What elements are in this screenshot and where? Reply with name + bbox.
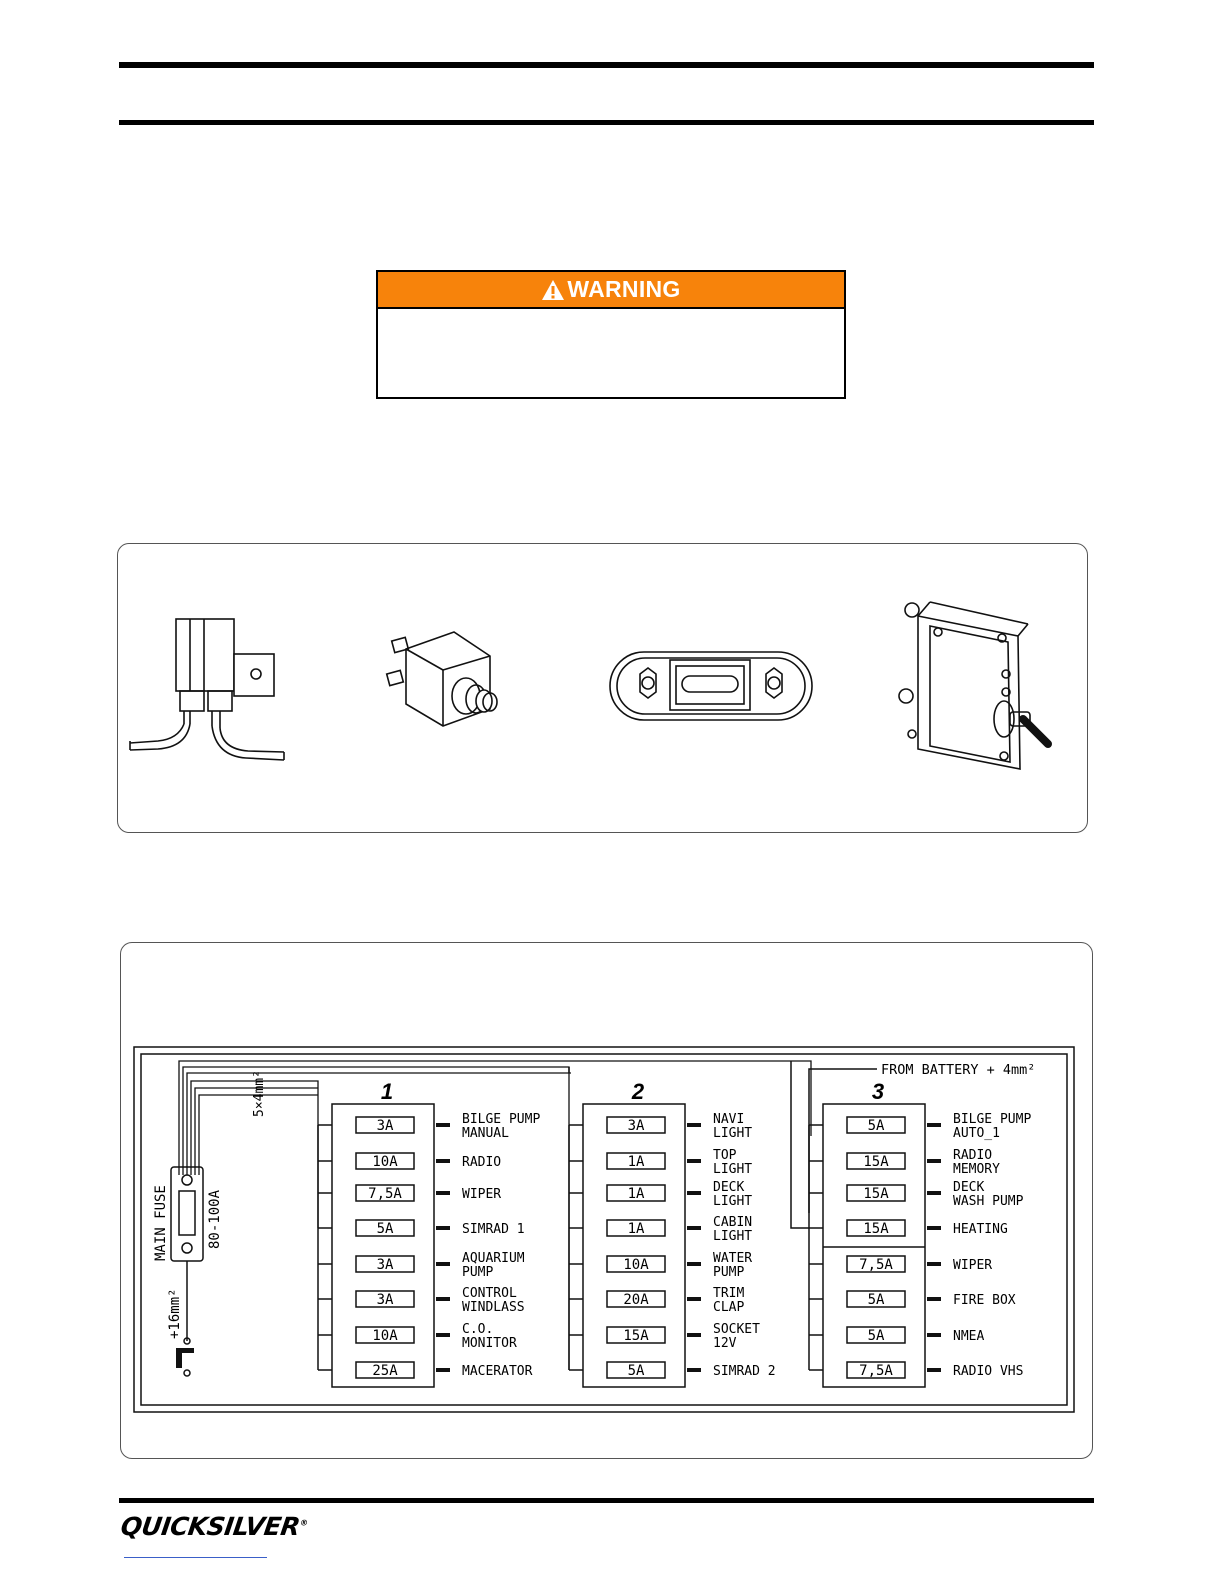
- header-rule-top: [119, 62, 1094, 68]
- fuse-output-terminal: [927, 1262, 941, 1266]
- circuit-label: HEATING: [953, 1222, 1008, 1237]
- footer-link-underline[interactable]: [124, 1557, 267, 1558]
- warning-title: WARNING: [567, 276, 681, 302]
- fuse-panel-1: [332, 1104, 434, 1387]
- fuse-output-terminal: [927, 1297, 941, 1301]
- ground-wire-label: +16mm²: [167, 1288, 183, 1339]
- ground-icon: [176, 1348, 182, 1368]
- main-fuse-terminal: [182, 1243, 192, 1253]
- fuse-output-terminal: [436, 1333, 450, 1337]
- fuse-output-terminal: [436, 1191, 450, 1195]
- main-fuse-rating: 80-100A: [207, 1189, 223, 1249]
- main-fuse-body: [171, 1167, 203, 1261]
- fuse-output-terminal: [927, 1333, 941, 1337]
- fuse-output-terminal: [927, 1191, 941, 1195]
- ground-terminal-end: [184, 1370, 190, 1376]
- fuse-output-terminal: [436, 1368, 450, 1372]
- circuit-label: WINDLASS: [462, 1300, 525, 1315]
- push-button-breaker-drawing: [387, 632, 497, 726]
- fuse-rating: 25A: [372, 1363, 398, 1379]
- circuit-label: WASH PUMP: [953, 1194, 1024, 1209]
- circuit-label: SIMRAD 2: [713, 1364, 776, 1379]
- fuse-rating: 3A: [627, 1118, 645, 1134]
- fuse-output-terminal: [687, 1297, 701, 1301]
- fuse-rating: 1A: [627, 1154, 645, 1170]
- bundle-label: 5×4mm²: [252, 1070, 267, 1117]
- fuse-output-terminal: [436, 1159, 450, 1163]
- footer-rule: [119, 1498, 1094, 1503]
- wiring-diagram: [121, 943, 1094, 1460]
- fuse-output-terminal: [436, 1262, 450, 1266]
- fuse-rating: 15A: [623, 1328, 649, 1344]
- circuit-label: C.O.: [462, 1322, 494, 1337]
- fuse-output-terminal: [687, 1123, 701, 1127]
- fuse-rating: 5A: [867, 1292, 885, 1308]
- fuse-rating: 1A: [627, 1186, 645, 1202]
- logo-text: QUICKSILVER: [118, 1512, 302, 1541]
- fuse-panel-number: 3: [871, 1079, 885, 1104]
- fuse-panel-3: [823, 1104, 925, 1387]
- fuse-panel-2: [583, 1104, 685, 1387]
- fuse-output-terminal: [687, 1226, 701, 1230]
- main-fuse-terminal: [182, 1175, 192, 1185]
- fuse-rating: 20A: [623, 1292, 649, 1308]
- circuit-label: LIGHT: [713, 1229, 753, 1244]
- warning-triangle-icon: [541, 279, 565, 301]
- fuse-rating: 5A: [376, 1221, 394, 1237]
- circuit-label: BILGE PUMP: [953, 1112, 1032, 1127]
- circuit-label: AUTO_1: [953, 1126, 1000, 1141]
- fuse-panel-number: 1: [380, 1079, 394, 1104]
- circuit-label: DECK: [953, 1180, 985, 1195]
- circuit-label: CONTROL: [462, 1286, 517, 1301]
- circuit-label: WIPER: [462, 1187, 502, 1202]
- main-fuse-label: MAIN FUSE: [153, 1185, 169, 1261]
- circuit-label: TOP: [713, 1148, 737, 1163]
- feed-wire: [791, 1061, 809, 1228]
- fuse-rating: 1A: [627, 1221, 645, 1237]
- blade-fuse-drawing: [610, 652, 812, 720]
- fuse-rating: 5A: [867, 1118, 885, 1134]
- circuit-label: CABIN: [713, 1215, 753, 1230]
- circuit-label: WIPER: [953, 1258, 993, 1273]
- quicksilver-logo: [119, 1512, 309, 1541]
- fuse-rating: 3A: [376, 1257, 394, 1273]
- fuse-holder-drawing: [130, 619, 284, 760]
- circuit-label: PUMP: [462, 1265, 494, 1280]
- fuse-output-terminal: [927, 1368, 941, 1372]
- fuse-output-terminal: [927, 1159, 941, 1163]
- circuit-label: LIGHT: [713, 1162, 753, 1177]
- fuse-output-terminal: [687, 1191, 701, 1195]
- fuse-rating: 5A: [867, 1328, 885, 1344]
- circuit-label: SOCKET: [713, 1322, 760, 1337]
- fuse-rating: 15A: [863, 1154, 889, 1170]
- circuit-label: MACERATOR: [462, 1364, 533, 1379]
- header-rule-bottom: [119, 120, 1094, 125]
- circuit-label: FIRE BOX: [953, 1293, 1016, 1308]
- fuse-output-terminal: [436, 1226, 450, 1230]
- wiring-diagram-panel: [120, 942, 1093, 1459]
- circuit-label: MONITOR: [462, 1336, 517, 1351]
- fuse-output-terminal: [687, 1333, 701, 1337]
- fuse-rating: 7,5A: [859, 1257, 893, 1273]
- circuit-label: DECK: [713, 1180, 745, 1195]
- fuse-rating: 10A: [623, 1257, 649, 1273]
- toggle-breaker-drawing: [899, 602, 1048, 769]
- circuit-label: PUMP: [713, 1265, 745, 1280]
- fuse-output-terminal: [436, 1123, 450, 1127]
- fuse-panel-number: 2: [631, 1079, 645, 1104]
- warning-box: [376, 270, 846, 399]
- circuit-label: LIGHT: [713, 1126, 753, 1141]
- circuit-label: SIMRAD 1: [462, 1222, 525, 1237]
- circuit-label: NAVI: [713, 1112, 745, 1127]
- circuit-label: NMEA: [953, 1329, 985, 1344]
- fuse-rating: 15A: [863, 1221, 889, 1237]
- circuit-label: 12V: [713, 1336, 737, 1351]
- circuit-label: CLAP: [713, 1300, 745, 1315]
- circuit-label: WATER: [713, 1251, 753, 1266]
- circuit-label: BILGE PUMP: [462, 1112, 541, 1127]
- circuit-label: RADIO: [953, 1148, 993, 1163]
- battery-label: FROM BATTERY + 4mm²: [881, 1062, 1036, 1078]
- circuit-label: MEMORY: [953, 1162, 1000, 1177]
- fuse-rating: 5A: [627, 1363, 645, 1379]
- fuse-output-terminal: [687, 1262, 701, 1266]
- fuse-rating: 15A: [863, 1186, 889, 1202]
- circuit-label: LIGHT: [713, 1194, 753, 1209]
- warning-header: [378, 272, 844, 309]
- circuit-label: RADIO VHS: [953, 1364, 1024, 1379]
- circuit-label: TRIM: [713, 1286, 745, 1301]
- fuse-output-terminal: [687, 1368, 701, 1372]
- components-figure: [117, 543, 1088, 833]
- fuse-output-terminal: [927, 1123, 941, 1127]
- fuse-rating: 3A: [376, 1118, 394, 1134]
- main-fuse-element: [179, 1191, 195, 1235]
- circuit-label: AQUARIUM: [462, 1251, 525, 1266]
- fuse-output-terminal: [687, 1159, 701, 1163]
- fuse-rating: 10A: [372, 1154, 398, 1170]
- registered-mark: ®: [299, 1518, 309, 1528]
- fuse-rating: 7,5A: [859, 1363, 893, 1379]
- circuit-label: RADIO: [462, 1155, 502, 1170]
- fuse-rating: 7,5A: [368, 1186, 402, 1202]
- circuit-label: MANUAL: [462, 1126, 509, 1141]
- fuse-output-terminal: [436, 1297, 450, 1301]
- fuse-rating: 10A: [372, 1328, 398, 1344]
- fuse-output-terminal: [927, 1226, 941, 1230]
- fuse-rating: 3A: [376, 1292, 394, 1308]
